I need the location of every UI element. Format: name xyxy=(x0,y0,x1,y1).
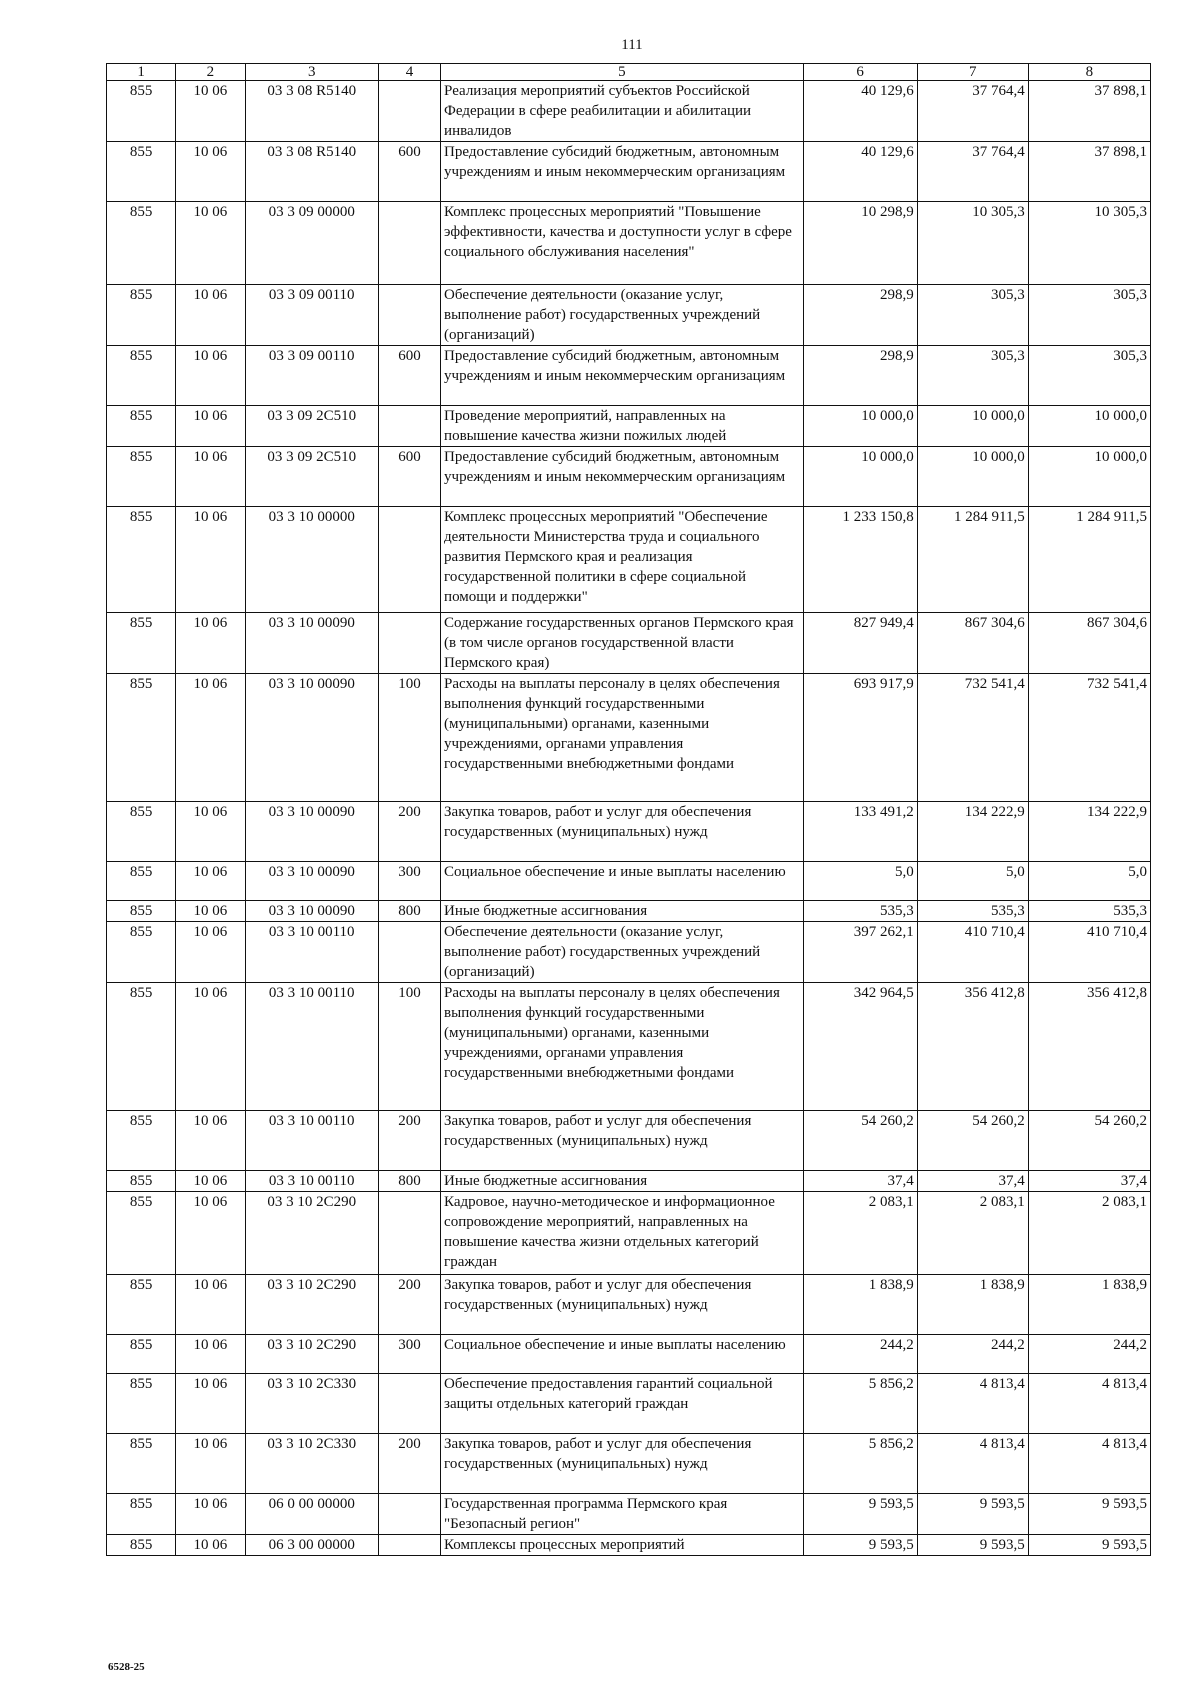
table-cell-col-6: 535,3 xyxy=(803,901,917,922)
table-cell-col-5: Закупка товаров, работ и услуг для обеспечения государственных (муниципальных) нужд xyxy=(441,1275,804,1335)
table-cell-col-1: 855 xyxy=(107,346,176,406)
table-cell-col-5: Социальное обеспечение и иные выплаты населению xyxy=(441,862,804,901)
table-cell-col-5: Кадровое, научно-методическое и информационное сопровождение мероприятий, направленных на повышение качества жизни отдельных категорий граждан xyxy=(441,1192,804,1275)
table-cell-col-2: 10 06 xyxy=(176,613,245,674)
table-cell-col-3: 03 3 10 00090 xyxy=(245,674,378,802)
header-cell: 8 xyxy=(1028,64,1150,81)
table-row xyxy=(107,447,1151,507)
table-cell-col-3: 03 3 09 00110 xyxy=(245,285,378,346)
table-row xyxy=(107,1111,1151,1171)
table-cell-col-2: 10 06 xyxy=(176,901,245,922)
table-row xyxy=(107,507,1151,613)
table-cell-col-1: 855 xyxy=(107,507,176,613)
table-row xyxy=(107,1275,1151,1335)
table-cell-col-4 xyxy=(378,1535,440,1556)
table-cell-col-8: 410 710,4 xyxy=(1028,922,1150,983)
header-cell: 4 xyxy=(378,64,440,81)
table-cell-col-4 xyxy=(378,81,440,142)
table-cell-col-1: 855 xyxy=(107,901,176,922)
table-cell-col-5: Закупка товаров, работ и услуг для обеспечения государственных (муниципальных) нужд xyxy=(441,802,804,862)
table-cell-col-4 xyxy=(378,202,440,285)
header-cell: 7 xyxy=(917,64,1028,81)
table-cell-col-5: Обеспечение деятельности (оказание услуг, выполнение работ) государственных учреждений (организаций) xyxy=(441,922,804,983)
header-cell: 3 xyxy=(245,64,378,81)
table-cell-col-3: 03 3 10 2С330 xyxy=(245,1434,378,1494)
table-cell-col-1: 855 xyxy=(107,406,176,447)
table-cell-col-7: 410 710,4 xyxy=(917,922,1028,983)
table-row xyxy=(107,1434,1151,1494)
table-cell-col-7: 1 284 911,5 xyxy=(917,507,1028,613)
table-cell-col-2: 10 06 xyxy=(176,346,245,406)
table-cell-col-4: 800 xyxy=(378,1171,440,1192)
table-cell-col-2: 10 06 xyxy=(176,1171,245,1192)
table-cell-col-4: 600 xyxy=(378,346,440,406)
table-cell-col-5: Проведение мероприятий, направленных на повышение качества жизни пожилых людей xyxy=(441,406,804,447)
table-cell-col-6: 1 838,9 xyxy=(803,1275,917,1335)
table-row xyxy=(107,202,1151,285)
table-row xyxy=(107,901,1151,922)
table-row xyxy=(107,983,1151,1111)
table-cell-col-6: 5 856,2 xyxy=(803,1434,917,1494)
table-cell-col-7: 867 304,6 xyxy=(917,613,1028,674)
table-cell-col-4 xyxy=(378,1494,440,1535)
table-cell-col-7: 10 305,3 xyxy=(917,202,1028,285)
table-cell-col-2: 10 06 xyxy=(176,142,245,202)
table-row xyxy=(107,922,1151,983)
table-cell-col-4: 600 xyxy=(378,142,440,202)
table-cell-col-2: 10 06 xyxy=(176,1335,245,1374)
table-cell-col-4: 300 xyxy=(378,1335,440,1374)
table-cell-col-6: 133 491,2 xyxy=(803,802,917,862)
table-cell-col-2: 10 06 xyxy=(176,1111,245,1171)
table-cell-col-3: 03 3 09 2С510 xyxy=(245,406,378,447)
table-cell-col-1: 855 xyxy=(107,1374,176,1434)
table-cell-col-6: 342 964,5 xyxy=(803,983,917,1111)
table-cell-col-7: 244,2 xyxy=(917,1335,1028,1374)
header-cell: 2 xyxy=(176,64,245,81)
table-cell-col-7: 37,4 xyxy=(917,1171,1028,1192)
table-cell-col-6: 9 593,5 xyxy=(803,1494,917,1535)
table-cell-col-5: Содержание государственных органов Пермского края (в том числе органов государственной власти Пермского края) xyxy=(441,613,804,674)
table-cell-col-8: 37 898,1 xyxy=(1028,81,1150,142)
table-row xyxy=(107,142,1151,202)
table-cell-col-3: 03 3 09 00110 xyxy=(245,346,378,406)
table-cell-col-6: 54 260,2 xyxy=(803,1111,917,1171)
table-cell-col-8: 1 838,9 xyxy=(1028,1275,1150,1335)
table-cell-col-4: 600 xyxy=(378,447,440,507)
table-cell-col-5: Предоставление субсидий бюджетным, автономным учреждениям и иным некоммерческим организациям xyxy=(441,447,804,507)
table-cell-col-8: 5,0 xyxy=(1028,862,1150,901)
table-cell-col-6: 244,2 xyxy=(803,1335,917,1374)
table-cell-col-3: 03 3 09 2С510 xyxy=(245,447,378,507)
table-cell-col-4: 200 xyxy=(378,1111,440,1171)
table-cell-col-8: 4 813,4 xyxy=(1028,1374,1150,1434)
table-cell-col-3: 03 3 10 00110 xyxy=(245,983,378,1111)
table-cell-col-7: 10 000,0 xyxy=(917,447,1028,507)
table-cell-col-6: 397 262,1 xyxy=(803,922,917,983)
table-cell-col-3: 03 3 08 R5140 xyxy=(245,142,378,202)
table-cell-col-6: 1 233 150,8 xyxy=(803,507,917,613)
table-cell-col-6: 37,4 xyxy=(803,1171,917,1192)
table-cell-col-1: 855 xyxy=(107,285,176,346)
table-cell-col-1: 855 xyxy=(107,1434,176,1494)
table-cell-col-1: 855 xyxy=(107,674,176,802)
table-cell-col-4 xyxy=(378,1374,440,1434)
table-cell-col-2: 10 06 xyxy=(176,1192,245,1275)
table-cell-col-5: Иные бюджетные ассигнования xyxy=(441,1171,804,1192)
table-cell-col-5: Закупка товаров, работ и услуг для обеспечения государственных (муниципальных) нужд xyxy=(441,1434,804,1494)
table-cell-col-1: 855 xyxy=(107,1171,176,1192)
table-cell-col-1: 855 xyxy=(107,447,176,507)
table-row xyxy=(107,1335,1151,1374)
table-cell-col-3: 03 3 10 00000 xyxy=(245,507,378,613)
table-row xyxy=(107,1535,1151,1556)
table-cell-col-7: 4 813,4 xyxy=(917,1434,1028,1494)
table-cell-col-3: 03 3 10 2С290 xyxy=(245,1192,378,1275)
table-cell-col-1: 855 xyxy=(107,202,176,285)
table-cell-col-1: 855 xyxy=(107,802,176,862)
table-cell-col-8: 9 593,5 xyxy=(1028,1494,1150,1535)
table-cell-col-5: Реализация мероприятий субъектов Российской Федерации в сфере реабилитации и абилитации инвалидов xyxy=(441,81,804,142)
table-cell-col-4: 800 xyxy=(378,901,440,922)
table-cell-col-8: 356 412,8 xyxy=(1028,983,1150,1111)
table-cell-col-1: 855 xyxy=(107,1535,176,1556)
table-cell-col-8: 867 304,6 xyxy=(1028,613,1150,674)
table-cell-col-2: 10 06 xyxy=(176,202,245,285)
header-cell: 1 xyxy=(107,64,176,81)
table-cell-col-8: 305,3 xyxy=(1028,285,1150,346)
table-cell-col-7: 9 593,5 xyxy=(917,1535,1028,1556)
page-number: 111 xyxy=(621,37,643,53)
table-cell-col-3: 03 3 10 00110 xyxy=(245,922,378,983)
table-cell-col-8: 1 284 911,5 xyxy=(1028,507,1150,613)
table-cell-col-2: 10 06 xyxy=(176,674,245,802)
table-cell-col-6: 40 129,6 xyxy=(803,142,917,202)
header-cell: 6 xyxy=(803,64,917,81)
table-cell-col-2: 10 06 xyxy=(176,1374,245,1434)
table-cell-col-3: 06 0 00 00000 xyxy=(245,1494,378,1535)
table-cell-col-5: Комплексы процессных мероприятий xyxy=(441,1535,804,1556)
table-cell-col-3: 03 3 10 00090 xyxy=(245,802,378,862)
table-cell-col-6: 10 298,9 xyxy=(803,202,917,285)
table-cell-col-2: 10 06 xyxy=(176,285,245,346)
table-cell-col-3: 06 3 00 00000 xyxy=(245,1535,378,1556)
table-cell-col-7: 10 000,0 xyxy=(917,406,1028,447)
table-cell-col-8: 134 222,9 xyxy=(1028,802,1150,862)
table-cell-col-1: 855 xyxy=(107,1111,176,1171)
table-cell-col-1: 855 xyxy=(107,1275,176,1335)
table-row xyxy=(107,1192,1151,1275)
table-cell-col-5: Государственная программа Пермского края "Безопасный регион" xyxy=(441,1494,804,1535)
table-cell-col-1: 855 xyxy=(107,862,176,901)
table-cell-col-4 xyxy=(378,285,440,346)
table-cell-col-8: 305,3 xyxy=(1028,346,1150,406)
table-cell-col-1: 855 xyxy=(107,922,176,983)
table-cell-col-8: 9 593,5 xyxy=(1028,1535,1150,1556)
table-cell-col-4: 300 xyxy=(378,862,440,901)
table-cell-col-2: 10 06 xyxy=(176,406,245,447)
table-cell-col-7: 1 838,9 xyxy=(917,1275,1028,1335)
table-cell-col-5: Расходы на выплаты персоналу в целях обеспечения выполнения функций государственными (муниципальными) органами, казенными учреждениями, органами управления государственными внебюджетными фондами xyxy=(441,983,804,1111)
table-cell-col-5: Социальное обеспечение и иные выплаты населению xyxy=(441,1335,804,1374)
table-cell-col-8: 2 083,1 xyxy=(1028,1192,1150,1275)
table-cell-col-7: 5,0 xyxy=(917,862,1028,901)
table-cell-col-2: 10 06 xyxy=(176,1535,245,1556)
table-cell-col-6: 9 593,5 xyxy=(803,1535,917,1556)
table-cell-col-1: 855 xyxy=(107,81,176,142)
table-cell-col-7: 37 764,4 xyxy=(917,142,1028,202)
table-cell-col-3: 03 3 10 00110 xyxy=(245,1171,378,1192)
table-cell-col-6: 40 129,6 xyxy=(803,81,917,142)
table-cell-col-4: 200 xyxy=(378,1434,440,1494)
table-cell-col-5: Обеспечение предоставления гарантий социальной защиты отдельных категорий граждан xyxy=(441,1374,804,1434)
table-cell-col-7: 732 541,4 xyxy=(917,674,1028,802)
table-cell-col-5: Комплекс процессных мероприятий "Обеспечение деятельности Министерства труда и социального развития Пермского края и реализация государственной политики в сфере социальной помощи и поддержки" xyxy=(441,507,804,613)
table-cell-col-5: Иные бюджетные ассигнования xyxy=(441,901,804,922)
table-row xyxy=(107,613,1151,674)
table-cell-col-8: 732 541,4 xyxy=(1028,674,1150,802)
table-row xyxy=(107,285,1151,346)
table-cell-col-8: 54 260,2 xyxy=(1028,1111,1150,1171)
table-cell-col-3: 03 3 10 00090 xyxy=(245,613,378,674)
table-cell-col-1: 855 xyxy=(107,613,176,674)
table-cell-col-7: 4 813,4 xyxy=(917,1374,1028,1434)
table-cell-col-7: 305,3 xyxy=(917,346,1028,406)
table-row xyxy=(107,674,1151,802)
header-cell: 5 xyxy=(441,64,804,81)
table-cell-col-3: 03 3 10 00090 xyxy=(245,862,378,901)
table-cell-col-3: 03 3 10 00110 xyxy=(245,1111,378,1171)
table-row xyxy=(107,346,1151,406)
table-cell-col-6: 10 000,0 xyxy=(803,447,917,507)
table-cell-col-3: 03 3 08 R5140 xyxy=(245,81,378,142)
table-cell-col-4: 200 xyxy=(378,802,440,862)
table-cell-col-7: 9 593,5 xyxy=(917,1494,1028,1535)
table-cell-col-2: 10 06 xyxy=(176,81,245,142)
budget-table xyxy=(106,63,1151,1556)
table-cell-col-5: Закупка товаров, работ и услуг для обеспечения государственных (муниципальных) нужд xyxy=(441,1111,804,1171)
table-cell-col-4: 100 xyxy=(378,674,440,802)
table-cell-col-3: 03 3 10 2С290 xyxy=(245,1275,378,1335)
table-cell-col-1: 855 xyxy=(107,1494,176,1535)
table-row xyxy=(107,802,1151,862)
table-cell-col-4 xyxy=(378,406,440,447)
table-cell-col-2: 10 06 xyxy=(176,1434,245,1494)
table-cell-col-4: 100 xyxy=(378,983,440,1111)
table-cell-col-2: 10 06 xyxy=(176,1494,245,1535)
table-cell-col-1: 855 xyxy=(107,983,176,1111)
table-cell-col-4 xyxy=(378,507,440,613)
table-cell-col-6: 298,9 xyxy=(803,285,917,346)
table-cell-col-6: 5 856,2 xyxy=(803,1374,917,1434)
table-cell-col-3: 03 3 10 00090 xyxy=(245,901,378,922)
table-cell-col-3: 03 3 09 00000 xyxy=(245,202,378,285)
table-cell-col-7: 356 412,8 xyxy=(917,983,1028,1111)
table-cell-col-5: Обеспечение деятельности (оказание услуг, выполнение работ) государственных учреждений (организаций) xyxy=(441,285,804,346)
table-cell-col-8: 244,2 xyxy=(1028,1335,1150,1374)
table-cell-col-6: 2 083,1 xyxy=(803,1192,917,1275)
table-row xyxy=(107,81,1151,142)
table-cell-col-5: Предоставление субсидий бюджетным, автономным учреждениям и иным некоммерческим организациям xyxy=(441,346,804,406)
table-cell-col-7: 134 222,9 xyxy=(917,802,1028,862)
table-cell-col-1: 855 xyxy=(107,142,176,202)
table-cell-col-7: 54 260,2 xyxy=(917,1111,1028,1171)
table-row xyxy=(107,406,1151,447)
table-cell-col-8: 4 813,4 xyxy=(1028,1434,1150,1494)
table-cell-col-4: 200 xyxy=(378,1275,440,1335)
table-cell-col-2: 10 06 xyxy=(176,447,245,507)
table-cell-col-7: 2 083,1 xyxy=(917,1192,1028,1275)
table-cell-col-8: 37,4 xyxy=(1028,1171,1150,1192)
table-cell-col-7: 37 764,4 xyxy=(917,81,1028,142)
table-cell-col-8: 10 000,0 xyxy=(1028,447,1150,507)
table-cell-col-2: 10 06 xyxy=(176,1275,245,1335)
table-cell-col-6: 10 000,0 xyxy=(803,406,917,447)
table-row xyxy=(107,862,1151,901)
document-code: 6528-25 xyxy=(108,1661,145,1673)
table-cell-col-3: 03 3 10 2С290 xyxy=(245,1335,378,1374)
table-cell-col-4 xyxy=(378,1192,440,1275)
table-cell-col-2: 10 06 xyxy=(176,922,245,983)
table-cell-col-2: 10 06 xyxy=(176,507,245,613)
table-cell-col-6: 5,0 xyxy=(803,862,917,901)
table-cell-col-2: 10 06 xyxy=(176,802,245,862)
table-cell-col-7: 535,3 xyxy=(917,901,1028,922)
table-cell-col-8: 10 000,0 xyxy=(1028,406,1150,447)
table-cell-col-6: 298,9 xyxy=(803,346,917,406)
table-cell-col-1: 855 xyxy=(107,1335,176,1374)
table-cell-col-2: 10 06 xyxy=(176,862,245,901)
table-cell-col-2: 10 06 xyxy=(176,983,245,1111)
table-cell-col-4 xyxy=(378,613,440,674)
table-row xyxy=(107,1171,1151,1192)
table-cell-col-6: 693 917,9 xyxy=(803,674,917,802)
table-cell-col-1: 855 xyxy=(107,1192,176,1275)
table-cell-col-6: 827 949,4 xyxy=(803,613,917,674)
table-cell-col-8: 37 898,1 xyxy=(1028,142,1150,202)
table-row xyxy=(107,1374,1151,1434)
table-cell-col-4 xyxy=(378,922,440,983)
table-cell-col-7: 305,3 xyxy=(917,285,1028,346)
table-cell-col-5: Комплекс процессных мероприятий "Повышение эффективности, качества и доступности услуг в сфере социального обслуживания населения" xyxy=(441,202,804,285)
table-cell-col-5: Расходы на выплаты персоналу в целях обеспечения выполнения функций государственными (муниципальными) органами, казенными учреждениями, органами управления государственными внебюджетными фондами xyxy=(441,674,804,802)
table-cell-col-8: 10 305,3 xyxy=(1028,202,1150,285)
table-row xyxy=(107,1494,1151,1535)
table-cell-col-8: 535,3 xyxy=(1028,901,1150,922)
table-cell-col-3: 03 3 10 2С330 xyxy=(245,1374,378,1434)
header-row xyxy=(107,64,1151,81)
table-cell-col-5: Предоставление субсидий бюджетным, автономным учреждениям и иным некоммерческим организациям xyxy=(441,142,804,202)
